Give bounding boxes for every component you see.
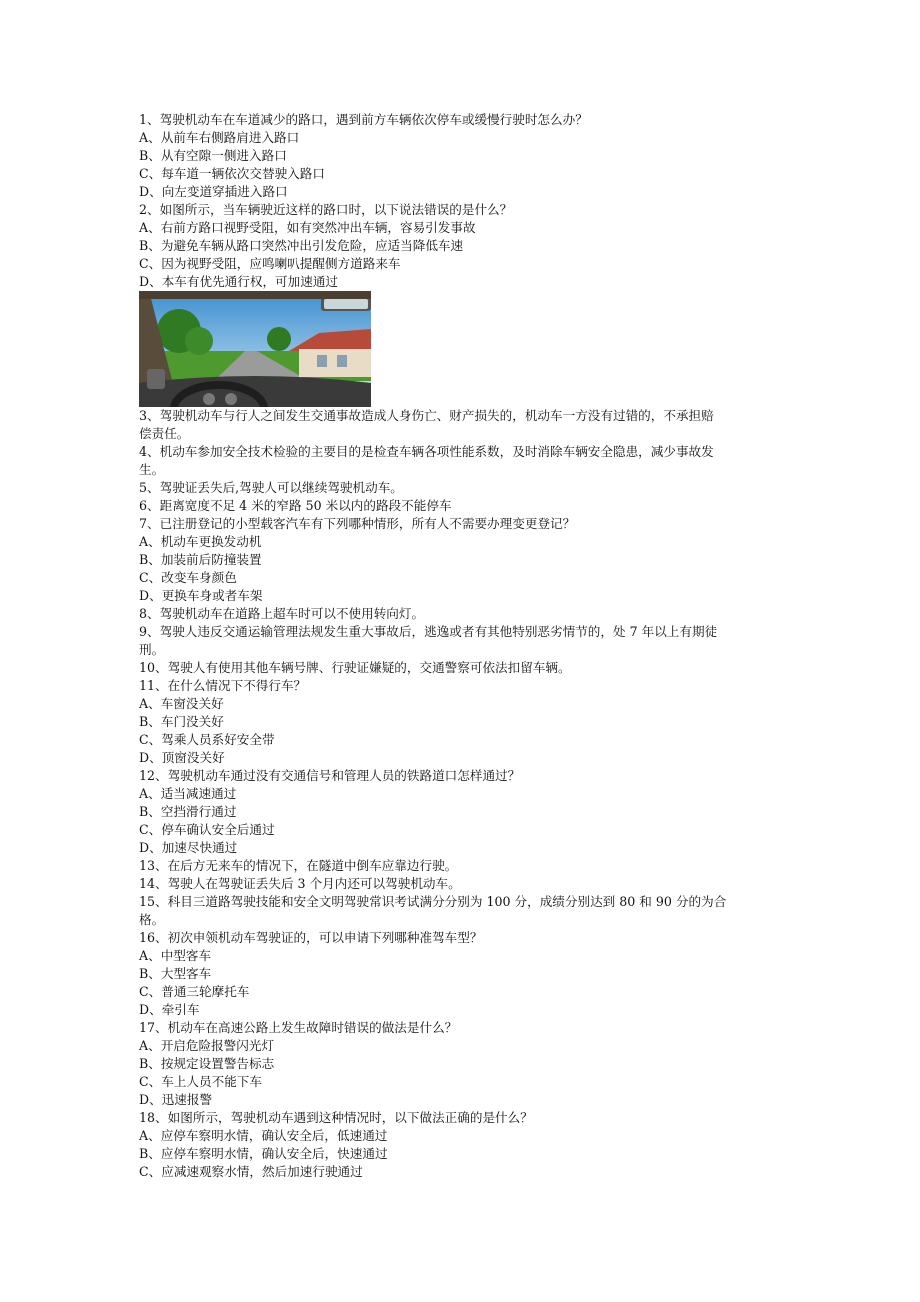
text-line: 7、已注册登记的小型载客汽车有下列哪种情形，所有人不需要办理变更登记？ [139, 516, 576, 531]
text-line: B、为避免车辆从路口突然冲出引发危险，应适当降低车速 [139, 238, 464, 253]
question-block-1 [139, 111, 779, 291]
text-line: B、按规定设置警告标志 [139, 1056, 275, 1071]
text-line: 10、驾驶人有使用其他车辆号牌、行驶证嫌疑的，交通警察可依法扣留车辆。 [139, 660, 571, 675]
text-line: 4、机动车参加安全技术检验的主要目的是检查车辆各项性能系数，及时消除车辆安全隐患，减少事故发 [139, 444, 714, 459]
text-line: B、应停车察明水情，确认安全后，快速通过 [139, 1146, 388, 1161]
text-line: 5、驾驶证丢失后,驾驶人可以继续驾驶机动车。 [139, 480, 403, 495]
text-line: C、每车道一辆依次交替驶入路口 [139, 166, 325, 181]
text-line: A、中型客车 [139, 948, 212, 963]
text-line: 11、在什么情况下不得行车？ [139, 678, 307, 693]
text-line: A、适当减速通过 [139, 786, 237, 801]
text-line: D、向左变道穿插进入路口 [139, 184, 288, 199]
text-line: 17、机动车在高速公路上发生故障时错误的做法是什么？ [139, 1020, 458, 1035]
text-line: D、顶窗没关好 [139, 750, 225, 765]
intersection-driver-view-photo [139, 291, 371, 407]
text-line: B、加装前后防撞装置 [139, 552, 262, 567]
text-line: B、从有空隙一侧进入路口 [139, 148, 287, 163]
text-line: D、更换车身或者车架 [139, 588, 263, 603]
text-line: 刑。 [139, 642, 165, 657]
text-line: 格。 [139, 912, 165, 927]
text-line: D、加速尽快通过 [139, 840, 238, 855]
text-line: 9、驾驶人违反交通运输管理法规发生重大事故后，逃逸或者有其他特别恶劣情节的，处 7 年以上有期徒 [139, 624, 718, 639]
text-line: 生。 [139, 462, 165, 477]
text-line: D、牵引车 [139, 1002, 200, 1017]
text-line: C、停车确认安全后通过 [139, 822, 275, 837]
text-line: D、迅速报警 [139, 1092, 213, 1107]
text-line: A、开启危险报警闪光灯 [139, 1038, 275, 1053]
text-line: 13、在后方无来车的情况下，在隧道中倒车应靠边行驶。 [139, 858, 458, 873]
question-block-2 [139, 407, 779, 1181]
text-line: 8、驾驶机动车在道路上超车时可以不使用转向灯。 [139, 606, 425, 621]
text-line: C、车上人员不能下车 [139, 1074, 262, 1089]
text-line: A、右前方路口视野受阻，如有突然冲出车辆，容易引发事故 [139, 220, 476, 235]
text-line: A、车窗没关好 [139, 696, 224, 711]
text-line: 16、初次申领机动车驾驶证的，可以申请下列哪种准驾车型？ [139, 930, 483, 945]
text-line: A、机动车更换发动机 [139, 534, 262, 549]
text-line: C、因为视野受阻，应鸣喇叭提醒侧方道路来车 [139, 256, 401, 271]
text-line: C、驾乘人员系好安全带 [139, 732, 275, 747]
text-line: B、大型客车 [139, 966, 212, 981]
text-line: C、普通三轮摩托车 [139, 984, 250, 999]
text-line: A、应停车察明水情，确认安全后，低速通过 [139, 1128, 388, 1143]
text-line: B、空挡滑行通过 [139, 804, 237, 819]
text-line: 3、驾驶机动车与行人之间发生交通事故造成人身伤亡、财产损失的，机动车一方没有过错的，不承担赔 [139, 408, 714, 423]
text-line: 6、距离宽度不足 4 米的窄路 50 米以内的路段不能停车 [139, 498, 452, 513]
text-line: 15、科目三道路驾驶技能和安全文明驾驶常识考试满分分别为 100 分，成绩分别达到 80 和 90 分的为合 [139, 894, 727, 909]
text-line: D、本车有优先通行权，可加速通过 [139, 274, 339, 289]
text-line: 18、如图所示，驾驶机动车遇到这种情况时，以下做法正确的是什么？ [139, 1110, 533, 1125]
text-line: B、车门没关好 [139, 714, 224, 729]
text-line: C、改变车身颜色 [139, 570, 237, 585]
text-line: 12、驾驶机动车通过没有交通信号和管理人员的铁路道口怎样通过？ [139, 768, 521, 783]
text-line: 2、如图所示，当车辆驶近这样的路口时，以下说法错误的是什么？ [139, 202, 513, 217]
text-line: 14、驾驶人在驾驶证丢失后 3 个月内还可以驾驶机动车。 [139, 876, 461, 891]
text-line: 偿责任。 [139, 426, 190, 441]
text-line: C、应减速观察水情，然后加速行驶通过 [139, 1164, 363, 1179]
text-line: A、从前车右侧路肩进入路口 [139, 130, 300, 145]
text-line: 1、驾驶机动车在车道减少的路口，遇到前方车辆依次停车或缓慢行驶时怎么办？ [139, 112, 588, 127]
